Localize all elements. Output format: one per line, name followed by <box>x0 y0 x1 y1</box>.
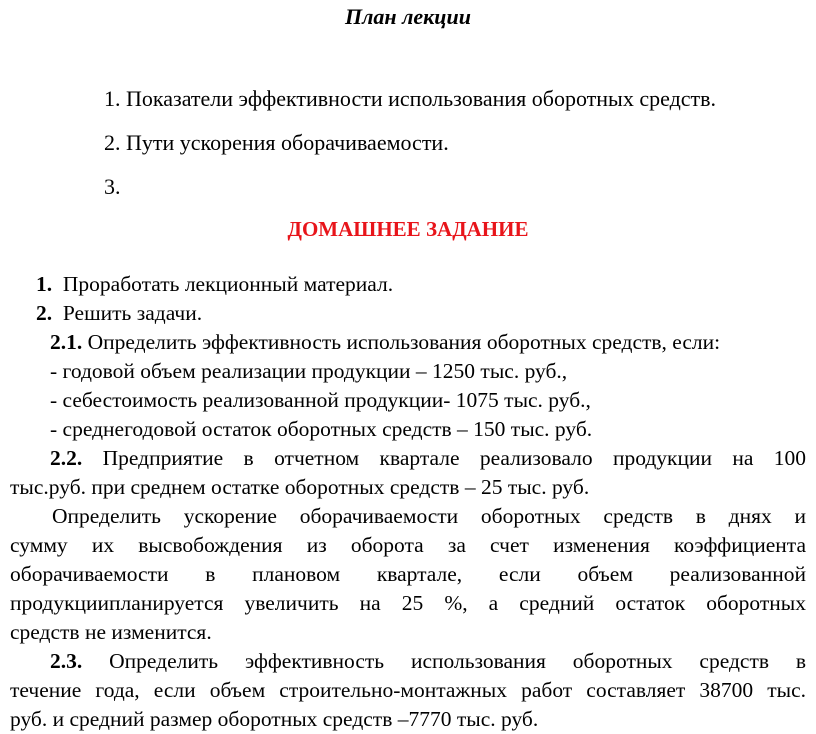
task-2-1-item: - годовой объем реализации продукции – 1250 тыс. руб., <box>50 359 568 383</box>
lecture-plan-list <box>104 84 716 216</box>
task-2 <box>10 299 806 328</box>
task-2-2-paragraph-line: Определить ускорение оборачиваемости оборотных средств в днях и <box>52 504 806 528</box>
task-number: 1. <box>36 272 53 296</box>
task-2-3-line: течение года, если объем строительно-монтажных работ составляет 38700 тыс. <box>10 678 806 702</box>
task-text: Предприятие в отчетном квартале реализовало продукции на 100 <box>102 446 807 470</box>
task-2-2-paragraph-line: сумму их высвобождения из оборота за счет изменения коэффициента <box>10 533 806 557</box>
task-number: 2.3. <box>50 649 83 673</box>
task-number: 2.2. <box>50 446 83 470</box>
task-number: 2.1. <box>50 330 83 354</box>
task-2-1-item: - среднегодовой остаток оборотных средств – 150 тыс. руб. <box>50 417 593 441</box>
plan-item: 2. Пути ускорения оборачиваемости. <box>104 130 449 155</box>
homework-body <box>10 270 806 734</box>
task-2-2-line: тыс.руб. при среднем остатке оборотных средств – 25 тыс. руб. <box>10 475 590 499</box>
task-2-2-paragraph-line: оборачиваемости в плановом квартале, если объем реализованной <box>10 562 806 586</box>
task-2-1 <box>10 328 806 357</box>
task-text: Проработать лекционный материал. <box>62 272 394 296</box>
plan-item: 3. <box>104 174 121 199</box>
task-2-3-line: руб. и средний размер оборотных средств –7770 тыс. руб. <box>10 707 539 731</box>
plan-item: 1. Показатели эффективности использования оборотных средств. <box>104 86 717 111</box>
task-2-1-item: - себестоимость реализованной продукции- 1075 тыс. руб., <box>50 388 591 412</box>
task-2-2-line <box>10 444 806 473</box>
lecture-plan-title: План лекции <box>344 4 472 29</box>
task-text: Определить эффективность использования оборотных средств, если: <box>87 330 721 354</box>
task-2-3-line <box>10 647 806 676</box>
task-text: Решить задачи. <box>62 301 203 325</box>
task-1 <box>10 270 806 299</box>
homework-title: ДОМАШНЕЕ ЗАДАНИЕ <box>287 217 529 241</box>
task-2-2-paragraph-line: продукциипланируется увеличить на 25 %, а средний остаток оборотных <box>10 591 806 615</box>
task-text: Определить эффективность использования оборотных средств в <box>109 649 807 673</box>
task-number: 2. <box>36 301 53 325</box>
task-2-2-paragraph-line: средств не изменится. <box>10 620 212 644</box>
